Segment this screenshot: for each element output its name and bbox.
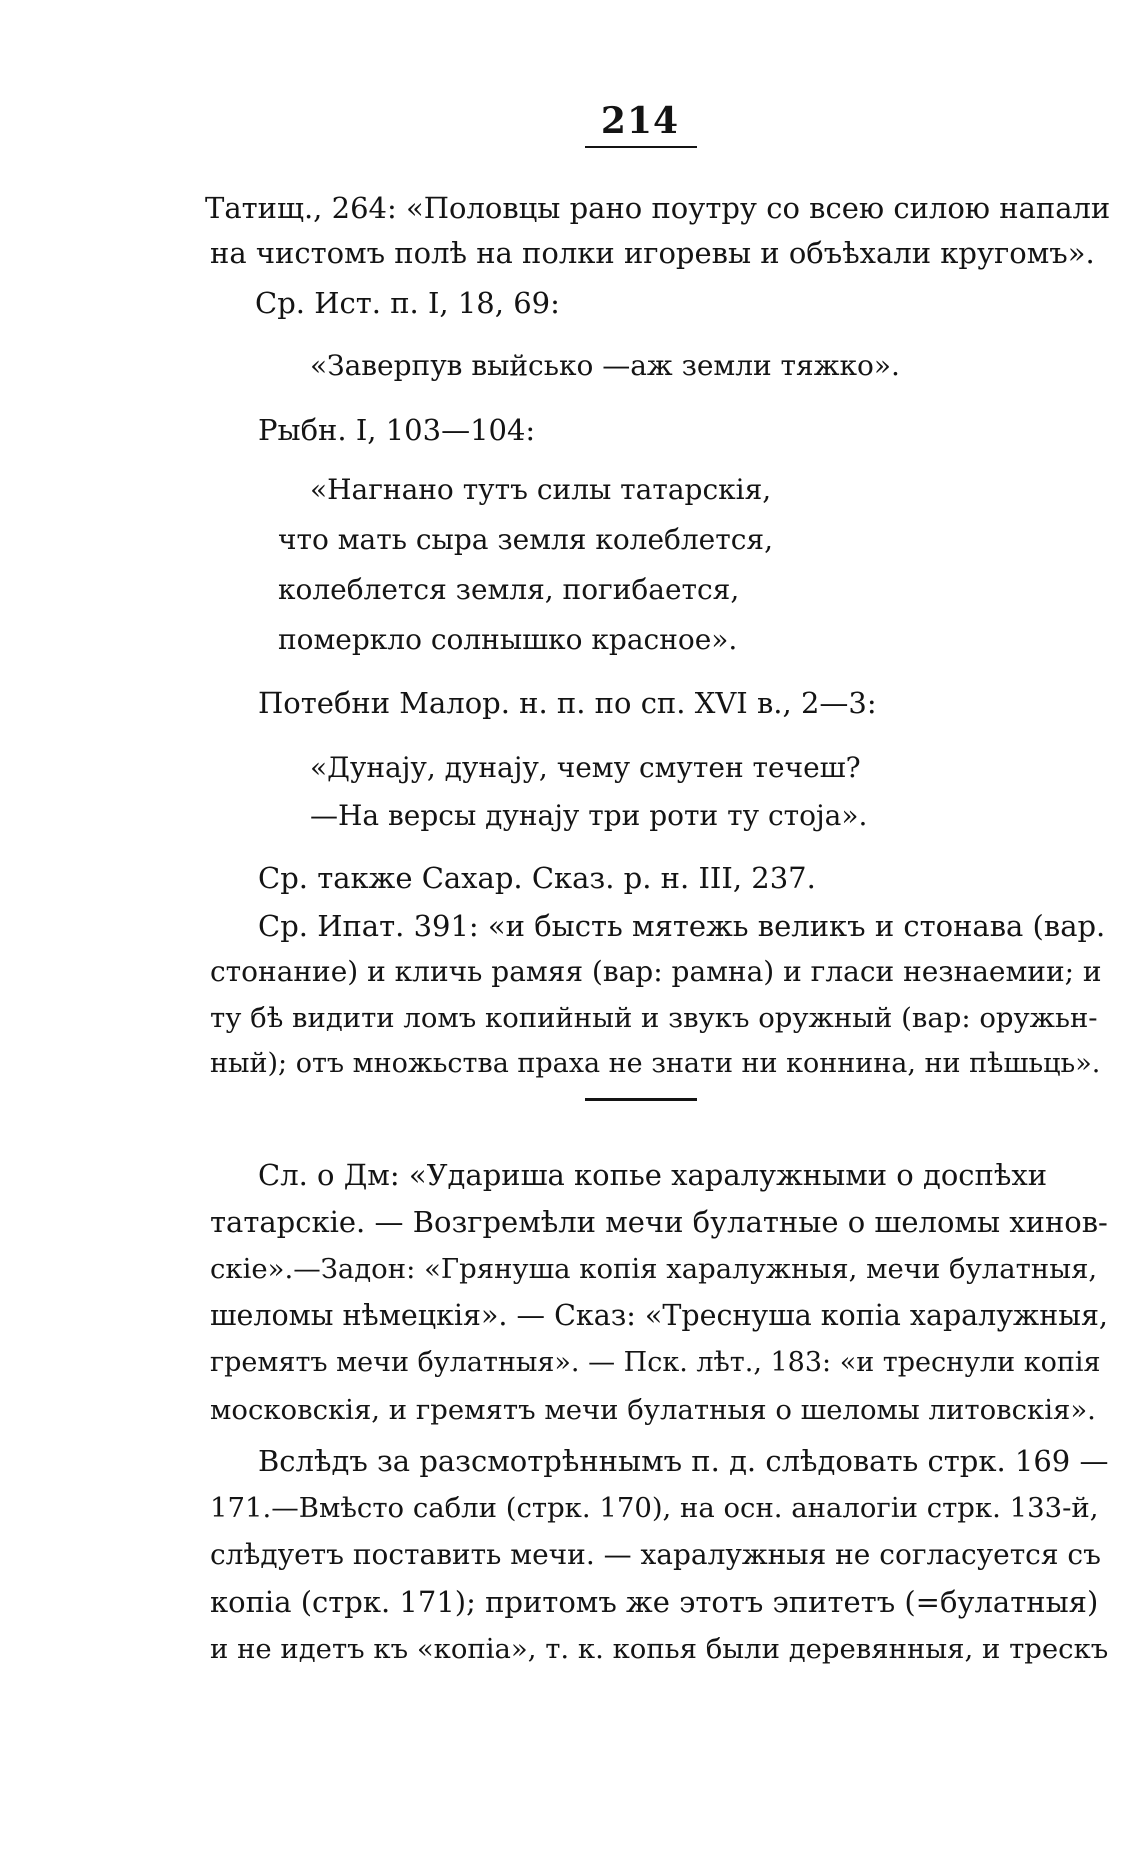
text-line: Татищ., 264: «Половцы рано поутру со всею силою напали — [205, 191, 1111, 225]
text-line: стонание) и кличь рамяя (вар: рамна) и гласи незнаемии; и — [210, 955, 1102, 988]
quote-line: колеблется земля, погибается, — [278, 573, 740, 606]
text-line: ту бѣ видити ломъ копийный и звукъ оружный (вар: оружьн- — [210, 1002, 1098, 1034]
text-line: ный); отъ множьства праха не знати ни коннина, ни пѣшьць». — [210, 1048, 1101, 1079]
text-line: Потебни Малор. н. п. по сп. XVI в., 2—3: — [258, 686, 877, 720]
text-line: Вслѣдъ за разсмотрѣннымъ п. д. слѣдовать стрк. 169 — — [258, 1444, 1109, 1478]
text-line: Ср. Ипат. 391: «и бысть мятежь великъ и стонава (вар. — [258, 909, 1106, 943]
quote-line: померкло солнышко красное». — [278, 623, 738, 656]
section-divider — [585, 1098, 697, 1101]
text-line: Сл. о Дм: «Удариша копье харалужными о доспѣхи — [258, 1158, 1048, 1192]
quote-line: «Заверпув выйсько —аж земли тяжко». — [310, 349, 900, 382]
text-line: московскія, и гремятъ мечи булатныя о шеломы литовскія». — [210, 1394, 1096, 1426]
page-number: 214 — [600, 100, 680, 142]
text-line: скіе».—Задон: «Грянуша копія харалужныя, мечи булатныя, — [210, 1253, 1098, 1285]
quote-line: «Дунају, дунају, чему смутен течеш? — [310, 751, 861, 784]
text-line: слѣдуетъ поставить мечи. — харалужныя не согласуется съ — [210, 1538, 1101, 1571]
text-line: гремятъ мечи булатныя». — Пск. лѣт., 183: «и треснули копія — [210, 1347, 1101, 1378]
text-line: копіа (стрк. 171); притомъ же этотъ эпитетъ (=булатныя) — [210, 1585, 1099, 1619]
text-line: Рыбн. I, 103—104: — [258, 413, 536, 447]
page-number-underline — [585, 146, 697, 148]
quote-line: «Нагнано тутъ силы татарскія, — [310, 473, 772, 506]
text-line: и не идетъ къ «копіа», т. к. копья были деревянныя, и трескъ — [210, 1633, 1109, 1665]
text-line: татарскіе. — Возгремѣли мечи булатные о шеломы хинов- — [210, 1205, 1108, 1239]
text-line: на чистомъ полѣ на полки игоревы и объѣхали кругомъ». — [210, 236, 1095, 270]
text-line: Ср. также Сахар. Сказ. р. н. III, 237. — [258, 861, 816, 895]
text-line: шеломы нѣмецкія». — Сказ: «Треснуша копіа харалужныя, — [210, 1299, 1108, 1332]
text-line: Ср. Ист. п. I, 18, 69: — [255, 286, 560, 320]
text-line: 171.—Вмѣсто сабли (стрк. 170), на осн. аналогіи стрк. 133-й, — [210, 1492, 1099, 1524]
quote-line: —На версы дунају три роти ту стоја». — [310, 799, 868, 832]
quote-line: что мать сыра земля колеблется, — [278, 523, 773, 556]
